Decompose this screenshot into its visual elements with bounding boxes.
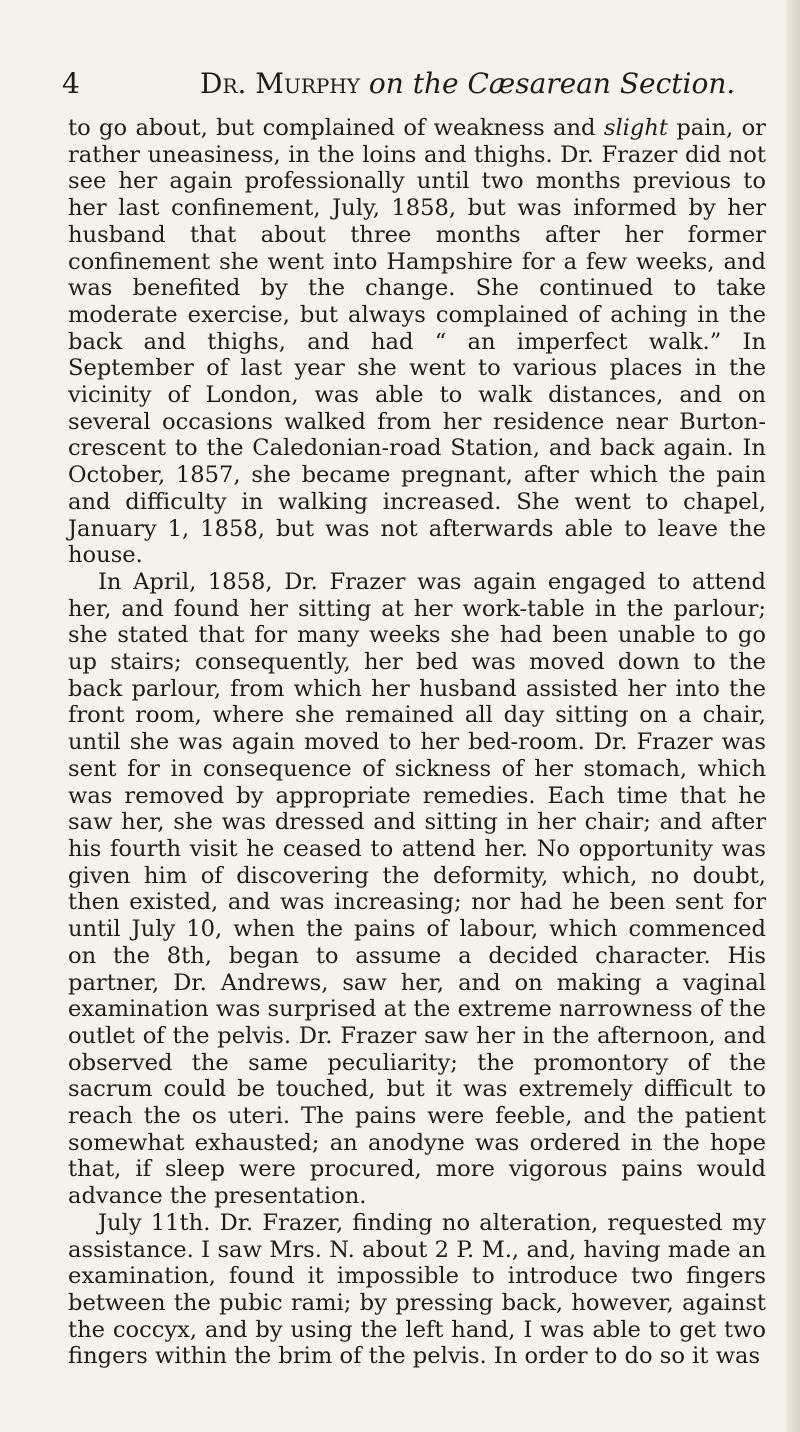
running-head-title: on the Cæsarean Section.	[368, 67, 736, 100]
page-header	[0, 60, 786, 110]
page-number: 4	[62, 67, 80, 100]
paragraph-1	[68, 115, 766, 569]
page-edge-shadow	[786, 0, 800, 1432]
paragraph-1-rest: pain, or rather uneasiness, in the loins and thighs. Dr. Frazer did not see her again professionally until two months previous to her last confinement, July, 1858, but was informed by her husband that about three months after her former confinement she went into Hampshire for a few weeks, and was benefited by the change. She continued to take moderate exercise, but always complained of aching in the back and thighs, and had “ an imperfect walk.” In September of last year she went to various places in the vicinity of London, was able to walk distances, and on several occasions walked from her residence near Burton-crescent to the Caledonian-road Station, and back again. In October, 1857, she became pregnant, after which the pain and difficulty in walking increased. She went to chapel, January 1, 1858, but was not afterwards able to leave the house.	[68, 115, 766, 569]
paragraph-3: July 11th. Dr. Frazer, finding no alteration, requested my assistance. I saw Mrs. N. about 2 P. M., and, having made an examination, found it impossible to introduce two fingers between the pubic rami; by pressing back, however, against the coccyx, and by using the left hand, I was able to get two fingers within the brim of the pelvis. In order to do so it was	[68, 1209, 766, 1370]
running-head	[200, 68, 735, 100]
paragraph-1-emphasis: slight	[603, 115, 668, 141]
running-head-author: Dr. Murphy	[200, 67, 360, 100]
paragraph-1-lead: to go about, but complained of weakness and	[68, 115, 604, 141]
body-text	[68, 115, 766, 1370]
paragraph-2: In April, 1858, Dr. Frazer was again engaged to attend her, and found her sitting at her work-table in the parlour; she stated that for many weeks she had been unable to go up stairs; consequently, her bed was moved down to the back parlour, from which her husband assisted her into the front room, where she remained all day sitting on a chair, until she was again moved to her bed-room. Dr. Frazer was sent for in consequence of sickness of her stomach, which was removed by appropriate remedies. Each time that he saw her, she was dressed and sitting in her chair; and after his fourth visit he ceased to attend her. No opportunity was given him of discovering the deformity, which, no doubt, then existed, and was increasing; nor had he been sent for until July 10, when the pains of labour, which commenced on the 8th, began to assume a decided character. His partner, Dr. Andrews, saw her, and on making a vaginal examination was surprised at the extreme narrowness of the outlet of the pelvis. Dr. Frazer saw her in the afternoon, and observed the same peculiarity; the promontory of the sacrum could be touched, but it was extremely difficult to reach the os uteri. The pains were feeble, and the patient somewhat exhausted; an anodyne was ordered in the hope that, if sleep were procured, more vigorous pains would advance the presentation.	[68, 568, 766, 1210]
